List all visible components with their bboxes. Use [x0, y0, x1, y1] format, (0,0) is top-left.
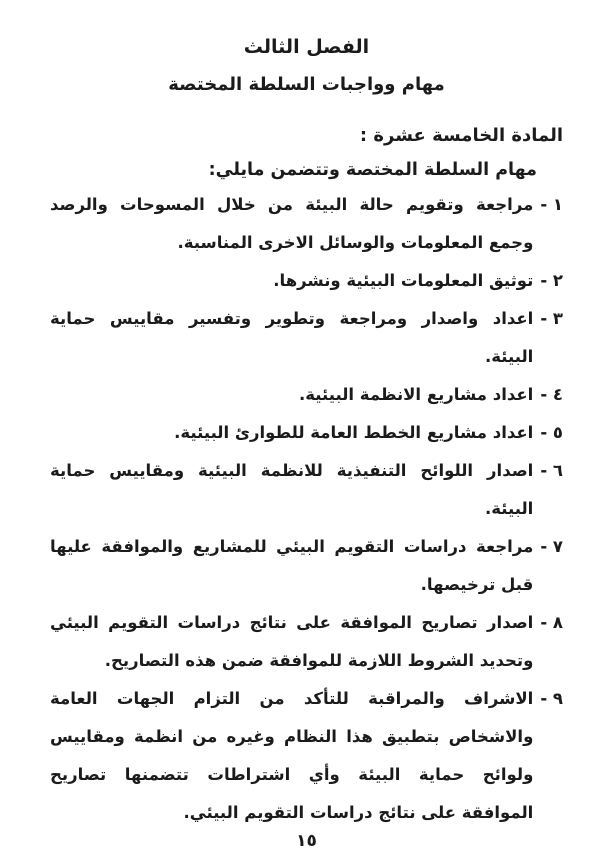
list-item — [50, 414, 563, 452]
list-item — [50, 262, 563, 300]
duties-list — [50, 186, 563, 832]
item-text: الاشراف والمراقبة للتأكد من التزام الجهات العامة والاشخاص بتطبيق هذا النظام وغيره من انظمة ومقاييس ولوائح حماية البيئة وأي اشتراطات تتضمنها تصاريح الموافقة على نتائج دراسات التقويم البيئي. — [50, 689, 534, 822]
item-number: ٦ - — [540, 461, 563, 480]
item-number: ٢ - — [540, 271, 563, 290]
item-text: توثيق المعلومات البيئية ونشرها. — [273, 271, 534, 290]
item-text: اعداد مشاريع الانظمة البيئية. — [299, 385, 534, 404]
list-item — [50, 300, 563, 376]
item-number: ٧ - — [540, 537, 563, 556]
page-number: ١٥ — [296, 831, 317, 851]
list-item — [50, 604, 563, 680]
item-text: اعداد مشاريع الخطط العامة للطوارئ البيئية. — [174, 423, 534, 442]
item-text: اصدار تصاريح الموافقة على نتائج دراسات التقويم البيئي وتحديد الشروط اللازمة للموافقة ضمن هذه التصاريح. — [50, 613, 534, 670]
list-item — [50, 186, 563, 262]
item-number: ٤ - — [540, 385, 563, 404]
item-number: ١ - — [540, 195, 563, 214]
item-text: مراجعة وتقويم حالة البيئة من خلال المسوحات والرصد وجمع المعلومات والوسائل الاخرى المناسبة. — [50, 195, 534, 252]
chapter-title: الفصل الثالث — [243, 36, 370, 58]
article-heading: المادة الخامسة عشرة : — [359, 125, 563, 146]
list-item — [50, 376, 563, 414]
item-text: اعداد واصدار ومراجعة وتطوير وتفسير مقاييس حماية البيئة. — [50, 309, 534, 366]
intro-line: مهام السلطة المختصة وتتضمن مايلي: — [208, 160, 537, 180]
item-number: ٥ - — [540, 423, 563, 442]
list-item — [50, 528, 563, 604]
item-number: ٩ - — [540, 689, 563, 708]
item-number: ٨ - — [540, 613, 563, 632]
list-item — [50, 680, 563, 832]
item-text: مراجعة دراسات التقويم البيئي للمشاريع والموافقة عليها قبل ترخيصها. — [50, 537, 534, 594]
list-item — [50, 452, 563, 528]
chapter-subtitle: مهام وواجبات السلطة المختصة — [168, 74, 445, 95]
item-text: اصدار اللوائح التنفيذية للانظمة البيئية ومقاييس حماية البيئة. — [50, 461, 534, 518]
item-number: ٣ - — [540, 309, 563, 328]
